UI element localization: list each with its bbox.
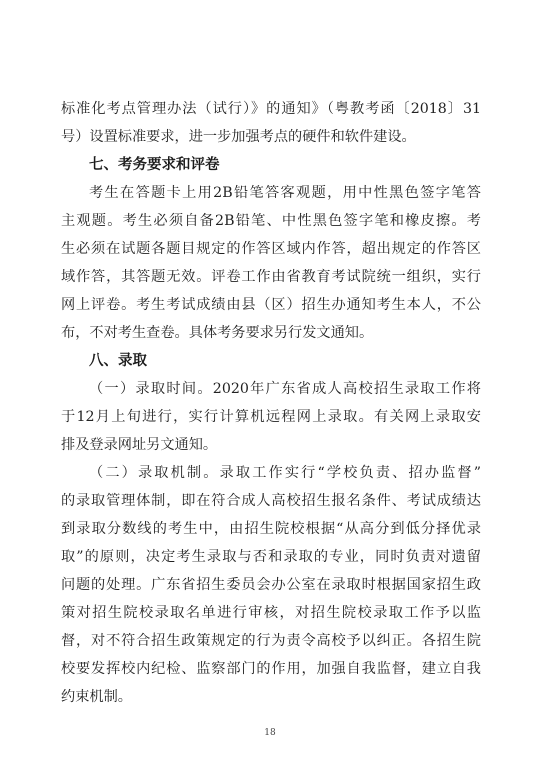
paragraph-1-line-1: 标准化考点管理办法（试行）》的通知》（粤教考函〔2018〕31 xyxy=(61,101,481,117)
section-8-item-2-line-5: 问题的处理。广东省招生委员会办公室在录取时根据国家招生政 xyxy=(61,577,481,593)
section-8-item-2-line-6: 策对招生院校录取名单进行审核，对招生院校录取工作予以监 xyxy=(61,605,481,621)
section-8-item-2-line-1: （二）录取机制。录取工作实行“学校负责、招办监督” xyxy=(89,465,481,481)
section-7-line-6: 布，不对考生查卷。具体考务要求另行发文通知。 xyxy=(61,325,374,341)
section-8-item-2-line-8: 校要发挥校内纪检、监察部门的作用，加强自我监督，建立自我 xyxy=(61,661,481,677)
section-8-heading: 八、录取 xyxy=(89,353,147,369)
section-8-item-2-line-9: 约束机制。 xyxy=(61,689,132,705)
section-8-item-2-line-3: 到录取分数线的考生中，由招生院校根据“从高分到低分择优录 xyxy=(61,521,481,537)
page-number: 18 xyxy=(264,728,276,738)
paragraph-1-line-2: 号）设置标准要求，进一步加强考点的硬件和软件建设。 xyxy=(61,129,416,145)
section-8-item-1-line-3: 排及登录网址另文通知。 xyxy=(61,437,218,453)
section-8-item-1-line-2: 于12月上旬进行，实行计算机远程网上录取。有关网上录取安 xyxy=(61,409,481,425)
section-8-item-1-line-1: （一）录取时间。2020年广东省成人高校招生录取工作将 xyxy=(89,381,481,397)
section-7-line-4: 域作答，其答题无效。评卷工作由省教育考试院统一组织，实行 xyxy=(61,269,481,285)
section-8-item-2-line-2: 的录取管理体制，即在符合成人高校招生报名条件、考试成绩达 xyxy=(61,493,481,509)
section-7-line-5: 网上评卷。考生考试成绩由县（区）招生办通知考生本人，不公 xyxy=(61,297,481,313)
section-8-item-2-line-4: 取”的原则，决定考生录取与否和录取的专业，同时负责对遗留 xyxy=(61,549,481,565)
section-7-line-3: 生必须在试题各题目规定的作答区域内作答，超出规定的作答区 xyxy=(61,241,481,257)
section-7-heading: 七、考务要求和评卷 xyxy=(89,157,220,173)
section-8-item-2-line-7: 督，对不符合招生政策规定的行为责令高校予以纠正。各招生院 xyxy=(61,633,481,649)
section-7-line-2: 主观题。考生必须自备2B铅笔、中性黑色签字笔和橡皮擦。考 xyxy=(61,213,481,229)
section-7-line-1: 考生在答题卡上用2B铅笔答客观题，用中性黑色签字笔答 xyxy=(89,185,481,201)
